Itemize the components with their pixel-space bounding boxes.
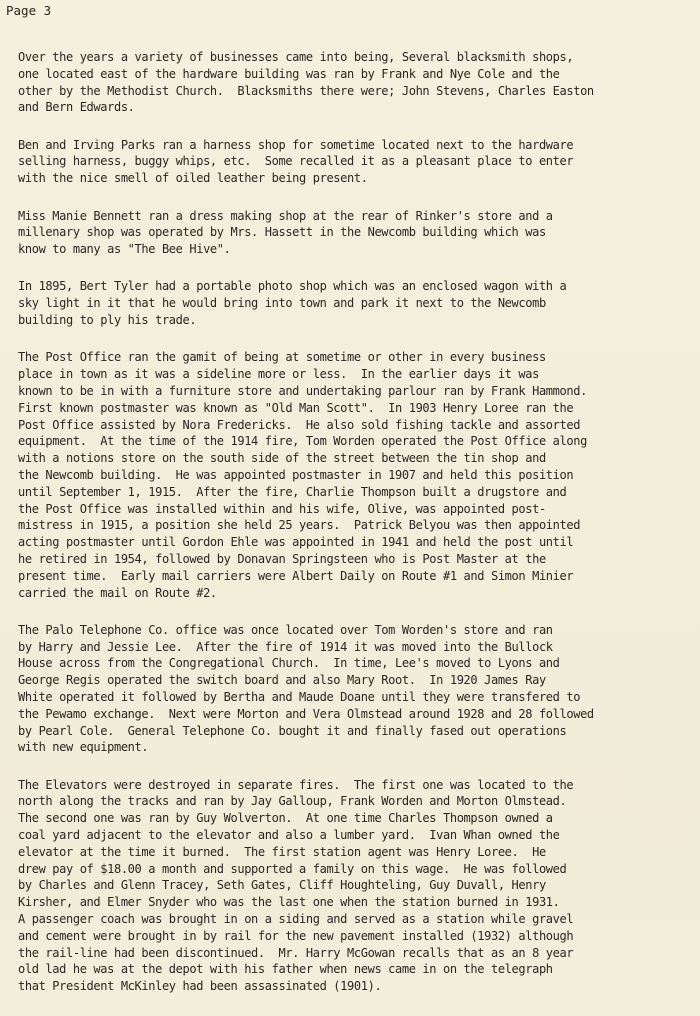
text-line: The second one was ran by Guy Wolverton. At one time Charles Thompson owned a (18, 811, 553, 826)
text-line: by Pearl Cole. General Telephone Co. bought it and finally fased out operations (18, 723, 567, 738)
paragraph (18, 349, 700, 601)
text-line: House across from the Congregational Church. In time, Lee's moved to Lyons and (18, 656, 560, 671)
text-line: the Newcomb building. He was appointed postmaster in 1907 and held this position (18, 467, 574, 482)
text-line: other by the Methodist Church. Blacksmiths there were; John Stevens, Charles Easton (18, 83, 594, 98)
text-line: one located east of the hardware building was ran by Frank and Nye Cole and the (18, 66, 560, 81)
text-line: elevator at the time it burned. The first station agent was Henry Loree. He (18, 844, 546, 859)
text-line: George Regis operated the switch board and also Mary Root. In 1920 James Ray (18, 673, 546, 688)
text-line: the Pewamo exchange. Next were Morton and Vera Olmstead around 1928 and 28 followed (18, 706, 594, 721)
document-body (18, 49, 700, 1016)
text-line: White operated it followed by Bertha and Maude Doane until they were transfered to (18, 690, 581, 704)
text-line: equipment. At the time of the 1914 fire, Tom Worden operated the Post Office along (18, 434, 587, 449)
text-line: and Bern Edwards. (18, 100, 135, 115)
text-line: old lad he was at the depot with his father when news came in on the telegraph (18, 962, 553, 977)
text-line: The Elevators were destroyed in separate fires. The first one was located to the (18, 777, 574, 792)
text-line: the Post Office was installed within and his wife, Olive, was appointed post- (18, 501, 546, 516)
paragraph (18, 49, 700, 116)
text-line: In 1895, Bert Tyler had a portable photo shop which was an enclosed wagon with a (18, 279, 567, 294)
text-line: Post Office assisted by Nora Fredericks. He also sold fishing tackle and assorted (18, 417, 581, 432)
text-line: The Post Office ran the gamit of being at sometime or other in every business (18, 350, 546, 365)
text-line: place in town as it was a sideline more or less. In the earlier days it was (18, 367, 539, 382)
text-line: present time. Early mail carriers were Albert Daily on Route #1 and Simon Minier (18, 568, 574, 583)
text-line: acting postmaster until Gordon Ehle was appointed in 1941 and held the post until (18, 535, 574, 550)
paragraph (18, 622, 700, 756)
paragraph (18, 278, 700, 328)
text-line: Ben and Irving Parks ran a harness shop for sometime located next to the hardware (18, 137, 574, 152)
paragraph (18, 777, 700, 995)
text-line: coal yard adjacent to the elevator and also a lumber yard. Ivan Whan owned the (18, 828, 560, 843)
text-line: First known postmaster was known as "Old Man Scott". In 1903 Henry Loree ran the (18, 400, 574, 415)
text-line: selling harness, buggy whips, etc. Some recalled it as a pleasant place to enter (18, 154, 574, 169)
text-line: by Charles and Glenn Tracey, Seth Gates, Cliff Houghteling, Guy Duvall, Henry (18, 878, 546, 893)
text-line: sky light in it that he would bring into town and park it next to the Newcomb (18, 296, 546, 311)
text-line: the rail-line had been discontinued. Mr. Harry McGowan recalls that as an 8 year (18, 945, 574, 960)
text-line: until September 1, 1915. After the fire, Charlie Thompson built a drugstore and (18, 484, 567, 499)
text-line: by Harry and Jessie Lee. After the fire of 1914 it was moved into the Bullock (18, 639, 553, 654)
text-line: with a notions store on the south side of the street between the tin shop and (18, 451, 546, 466)
text-line: and cement were brought in by rail for the new pavement installed (1932) although (18, 928, 574, 943)
page-number: Page 3 (6, 3, 52, 18)
text-line: Miss Manie Bennett ran a dress making shop at the rear of Rinker's store and a (18, 208, 553, 223)
paragraph (18, 208, 700, 258)
text-line: Over the years a variety of businesses came into being, Several blacksmith shops, (18, 50, 574, 64)
paragraph (18, 137, 700, 187)
text-line: mistress in 1915, a position she held 25 years. Patrick Belyou was then appointed (18, 518, 581, 533)
text-line: that President McKinley had been assassinated (1901). (18, 979, 382, 994)
text-line: with the nice smell of oiled leather being present. (18, 171, 368, 186)
text-line: known to be in with a furniture store and undertaking parlour ran by Frank Hammond. (18, 383, 587, 398)
text-line: The Palo Telephone Co. office was once located over Tom Worden's store and ran (18, 622, 553, 637)
text-line: know to many as "The Bee Hive". (18, 242, 231, 257)
text-line: with new equipment. (18, 740, 149, 755)
text-line: he retired in 1954, followed by Donavan Springsteen who is Post Master at the (18, 551, 546, 566)
text-line: building to ply his trade. (18, 313, 197, 328)
text-line: drew pay of $18.00 a month and supported a family on this wage. He was followed (18, 861, 567, 876)
text-line: millenary shop was operated by Mrs. Hassett in the Newcomb building which was (18, 225, 546, 240)
text-line: carried the mail on Route #2. (18, 585, 217, 600)
text-line: north along the tracks and ran by Jay Galloup, Frank Worden and Morton Olmstead. (18, 794, 567, 809)
text-line: Kirsher, and Elmer Snyder who was the last one when the station burned in 1931. (18, 895, 560, 910)
text-line: A passenger coach was brought in on a siding and served as a station while gravel (18, 912, 574, 927)
